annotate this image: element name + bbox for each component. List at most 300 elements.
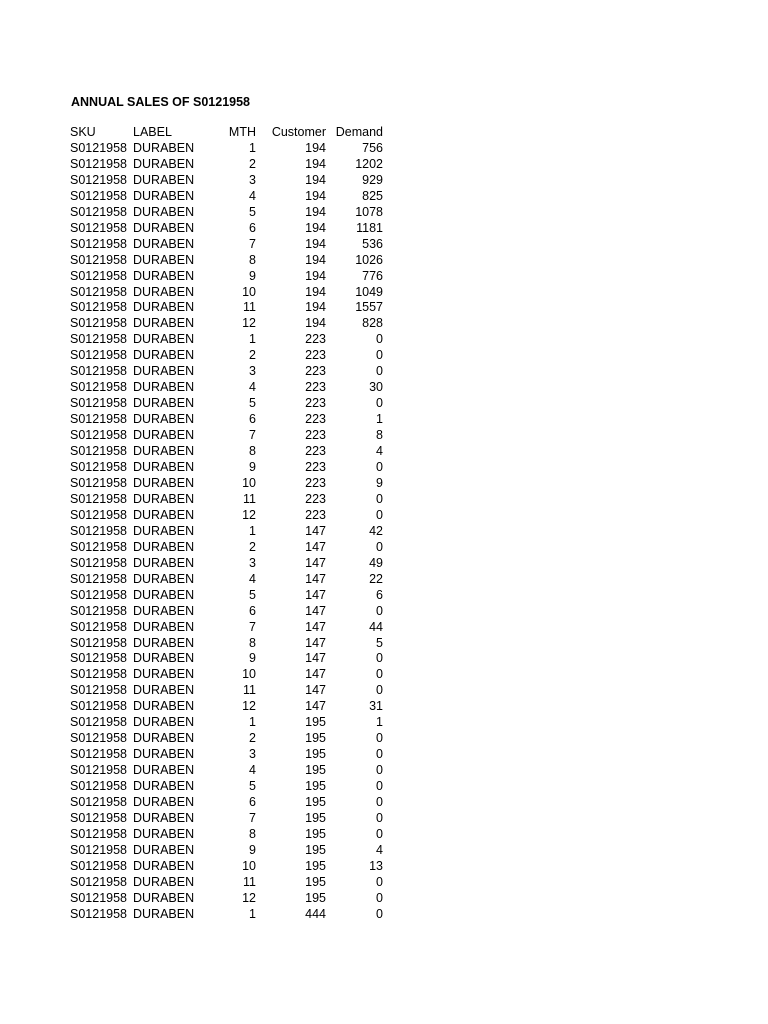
table-row	[70, 173, 383, 189]
cell-customer: 223	[305, 348, 326, 363]
cell-sku: S0121958	[70, 587, 128, 602]
cell-sku: S0121958	[70, 188, 128, 203]
cell-mth: 8	[249, 444, 256, 459]
cell-sku: S0121958	[70, 507, 128, 522]
cell-demand: 22	[369, 571, 383, 586]
cell-mth: 1	[249, 140, 256, 155]
cell-sku: S0121958	[70, 396, 128, 411]
cell-demand: 0	[376, 731, 383, 746]
table-row	[70, 428, 383, 444]
table-row	[70, 683, 383, 699]
table-row	[70, 285, 383, 301]
table-row	[70, 205, 383, 221]
cell-mth: 2	[249, 156, 256, 171]
cell-label: DURABEN	[133, 699, 195, 714]
cell-mth: 9	[249, 460, 256, 475]
table-row	[70, 269, 383, 285]
table-row	[70, 221, 383, 237]
cell-customer: 194	[305, 252, 326, 267]
cell-label: DURABEN	[133, 188, 195, 203]
cell-customer: 147	[305, 555, 326, 570]
cell-customer: 195	[305, 779, 326, 794]
cell-demand: 0	[376, 683, 383, 698]
cell-demand: 6	[376, 587, 383, 602]
cell-sku: S0121958	[70, 555, 128, 570]
cell-sku: S0121958	[70, 651, 128, 666]
cell-customer: 195	[305, 715, 326, 730]
table-row	[70, 412, 383, 428]
cell-label: DURABEN	[133, 906, 195, 921]
cell-customer: 223	[305, 460, 326, 475]
cell-label: DURABEN	[133, 428, 195, 443]
cell-mth: 11	[243, 683, 256, 698]
cell-mth: 5	[249, 587, 256, 602]
cell-demand: 8	[376, 428, 383, 443]
table-row	[70, 636, 383, 652]
cell-customer: 444	[305, 906, 326, 921]
cell-mth: 11	[243, 491, 256, 506]
cell-label: DURABEN	[133, 795, 195, 810]
cell-label: DURABEN	[133, 156, 195, 171]
table-row	[70, 141, 383, 157]
table-row	[70, 380, 383, 396]
table-row	[70, 508, 383, 524]
cell-label: DURABEN	[133, 204, 195, 219]
cell-sku: S0121958	[70, 491, 128, 506]
cell-label: DURABEN	[133, 491, 195, 506]
table-row	[70, 476, 383, 492]
cell-demand: 536	[362, 236, 383, 251]
table-row	[70, 348, 383, 364]
cell-label: DURABEN	[133, 571, 195, 586]
cell-mth: 1	[249, 332, 256, 347]
cell-sku: S0121958	[70, 683, 128, 698]
cell-mth: 2	[249, 348, 256, 363]
cell-label: DURABEN	[133, 603, 195, 618]
cell-sku: S0121958	[70, 236, 128, 251]
cell-demand: 825	[362, 188, 383, 203]
cell-mth: 1	[249, 715, 256, 730]
cell-sku: S0121958	[70, 906, 128, 921]
table-row	[70, 651, 383, 667]
document-title: ANNUAL SALES OF S0121958	[71, 95, 250, 109]
table-body	[70, 141, 383, 923]
cell-sku: S0121958	[70, 364, 128, 379]
cell-demand: 0	[376, 539, 383, 554]
cell-demand: 13	[369, 858, 383, 873]
header-demand: Demand	[335, 125, 383, 139]
cell-customer: 147	[305, 667, 326, 682]
table-row	[70, 763, 383, 779]
table-row	[70, 620, 383, 636]
table-row	[70, 444, 383, 460]
table-row	[70, 237, 383, 253]
cell-demand: 1049	[355, 284, 383, 299]
cell-customer: 223	[305, 475, 326, 490]
cell-demand: 1557	[355, 300, 383, 315]
table-row	[70, 253, 383, 269]
cell-demand: 0	[376, 667, 383, 682]
cell-label: DURABEN	[133, 332, 195, 347]
cell-sku: S0121958	[70, 763, 128, 778]
cell-demand: 1202	[355, 156, 383, 171]
cell-label: DURABEN	[133, 412, 195, 427]
header-mth: MTH	[228, 125, 256, 139]
table-row	[70, 540, 383, 556]
cell-mth: 2	[249, 731, 256, 746]
cell-customer: 223	[305, 364, 326, 379]
cell-demand: 756	[362, 140, 383, 155]
cell-mth: 4	[249, 380, 256, 395]
cell-demand: 0	[376, 747, 383, 762]
cell-label: DURABEN	[133, 826, 195, 841]
cell-mth: 5	[249, 204, 256, 219]
cell-customer: 147	[305, 699, 326, 714]
cell-demand: 0	[376, 890, 383, 905]
cell-sku: S0121958	[70, 475, 128, 490]
cell-demand: 1026	[355, 252, 383, 267]
sales-table	[70, 125, 383, 923]
cell-mth: 4	[249, 188, 256, 203]
cell-demand: 0	[376, 826, 383, 841]
cell-mth: 4	[249, 571, 256, 586]
cell-demand: 0	[376, 779, 383, 794]
cell-customer: 194	[305, 236, 326, 251]
cell-label: DURABEN	[133, 731, 195, 746]
cell-mth: 10	[242, 667, 256, 682]
cell-mth: 10	[242, 858, 256, 873]
cell-demand: 30	[369, 380, 383, 395]
cell-sku: S0121958	[70, 715, 128, 730]
table-row	[70, 747, 383, 763]
cell-label: DURABEN	[133, 747, 195, 762]
cell-sku: S0121958	[70, 826, 128, 841]
cell-demand: 9	[376, 475, 383, 490]
cell-mth: 9	[249, 268, 256, 283]
cell-customer: 195	[305, 874, 326, 889]
table-row	[70, 811, 383, 827]
cell-label: DURABEN	[133, 715, 195, 730]
cell-label: DURABEN	[133, 236, 195, 251]
cell-sku: S0121958	[70, 428, 128, 443]
cell-customer: 147	[305, 571, 326, 586]
cell-demand: 1	[376, 412, 383, 427]
table-row	[70, 460, 383, 476]
cell-sku: S0121958	[70, 890, 128, 905]
cell-demand: 1181	[356, 220, 383, 235]
cell-sku: S0121958	[70, 204, 128, 219]
cell-label: DURABEN	[133, 444, 195, 459]
cell-label: DURABEN	[133, 874, 195, 889]
cell-demand: 0	[376, 874, 383, 889]
cell-demand: 1078	[355, 204, 383, 219]
cell-demand: 0	[376, 332, 383, 347]
cell-customer: 194	[305, 204, 326, 219]
cell-label: DURABEN	[133, 635, 195, 650]
cell-customer: 147	[305, 587, 326, 602]
cell-label: DURABEN	[133, 460, 195, 475]
cell-sku: S0121958	[70, 779, 128, 794]
table-row	[70, 827, 383, 843]
cell-demand: 0	[376, 906, 383, 921]
cell-label: DURABEN	[133, 858, 195, 873]
cell-customer: 194	[305, 156, 326, 171]
cell-mth: 8	[249, 252, 256, 267]
cell-customer: 195	[305, 731, 326, 746]
cell-label: DURABEN	[133, 284, 195, 299]
cell-customer: 194	[305, 300, 326, 315]
cell-mth: 6	[249, 603, 256, 618]
cell-mth: 11	[243, 874, 256, 889]
cell-sku: S0121958	[70, 571, 128, 586]
cell-label: DURABEN	[133, 523, 195, 538]
cell-sku: S0121958	[70, 747, 128, 762]
cell-mth: 9	[249, 651, 256, 666]
cell-sku: S0121958	[70, 444, 128, 459]
cell-sku: S0121958	[70, 284, 128, 299]
cell-sku: S0121958	[70, 380, 128, 395]
table-row	[70, 524, 383, 540]
cell-customer: 147	[305, 539, 326, 554]
table-row	[70, 157, 383, 173]
cell-customer: 194	[305, 220, 326, 235]
cell-mth: 3	[249, 172, 256, 187]
cell-sku: S0121958	[70, 348, 128, 363]
cell-sku: S0121958	[70, 252, 128, 267]
cell-demand: 0	[376, 651, 383, 666]
cell-sku: S0121958	[70, 316, 128, 331]
table-row	[70, 572, 383, 588]
cell-demand: 4	[376, 444, 383, 459]
cell-mth: 7	[249, 619, 256, 634]
cell-label: DURABEN	[133, 619, 195, 634]
table-row	[70, 795, 383, 811]
cell-sku: S0121958	[70, 858, 128, 873]
cell-sku: S0121958	[70, 156, 128, 171]
cell-mth: 12	[242, 507, 256, 522]
cell-demand: 0	[376, 364, 383, 379]
cell-sku: S0121958	[70, 874, 128, 889]
cell-mth: 12	[242, 890, 256, 905]
cell-label: DURABEN	[133, 555, 195, 570]
table-row	[70, 891, 383, 907]
cell-customer: 195	[305, 890, 326, 905]
cell-customer: 195	[305, 826, 326, 841]
cell-mth: 7	[249, 428, 256, 443]
cell-sku: S0121958	[70, 460, 128, 475]
cell-demand: 929	[362, 172, 383, 187]
cell-mth: 2	[249, 539, 256, 554]
cell-customer: 223	[305, 491, 326, 506]
cell-customer: 194	[305, 316, 326, 331]
cell-demand: 828	[362, 316, 383, 331]
cell-mth: 12	[242, 699, 256, 714]
cell-mth: 1	[249, 906, 256, 921]
cell-demand: 31	[369, 699, 383, 714]
cell-demand: 0	[376, 507, 383, 522]
cell-customer: 194	[305, 268, 326, 283]
cell-mth: 1	[249, 523, 256, 538]
table-row	[70, 604, 383, 620]
cell-demand: 0	[376, 795, 383, 810]
cell-sku: S0121958	[70, 842, 128, 857]
cell-demand: 0	[376, 810, 383, 825]
cell-label: DURABEN	[133, 779, 195, 794]
table-row	[70, 907, 383, 923]
cell-label: DURABEN	[133, 172, 195, 187]
cell-demand: 0	[376, 348, 383, 363]
cell-demand: 1	[376, 715, 383, 730]
cell-sku: S0121958	[70, 635, 128, 650]
cell-demand: 4	[376, 842, 383, 857]
table-row	[70, 779, 383, 795]
table-row	[70, 859, 383, 875]
cell-label: DURABEN	[133, 683, 195, 698]
cell-demand: 0	[376, 491, 383, 506]
cell-label: DURABEN	[133, 651, 195, 666]
cell-customer: 147	[305, 619, 326, 634]
cell-customer: 223	[305, 507, 326, 522]
cell-customer: 194	[305, 284, 326, 299]
cell-customer: 195	[305, 795, 326, 810]
cell-label: DURABEN	[133, 475, 195, 490]
cell-label: DURABEN	[133, 507, 195, 522]
table-row	[70, 556, 383, 572]
table-row	[70, 364, 383, 380]
cell-sku: S0121958	[70, 332, 128, 347]
table-row	[70, 316, 383, 332]
cell-mth: 7	[249, 236, 256, 251]
table-row	[70, 300, 383, 316]
cell-customer: 194	[305, 172, 326, 187]
header-row	[70, 125, 383, 141]
cell-demand: 0	[376, 763, 383, 778]
cell-sku: S0121958	[70, 523, 128, 538]
cell-mth: 7	[249, 810, 256, 825]
cell-label: DURABEN	[133, 587, 195, 602]
cell-sku: S0121958	[70, 220, 128, 235]
cell-customer: 147	[305, 523, 326, 538]
cell-mth: 9	[249, 842, 256, 857]
cell-sku: S0121958	[70, 539, 128, 554]
cell-sku: S0121958	[70, 268, 128, 283]
table-row	[70, 492, 383, 508]
table-row	[70, 715, 383, 731]
cell-customer: 147	[305, 651, 326, 666]
cell-customer: 223	[305, 444, 326, 459]
cell-sku: S0121958	[70, 667, 128, 682]
cell-sku: S0121958	[70, 412, 128, 427]
cell-label: DURABEN	[133, 364, 195, 379]
cell-label: DURABEN	[133, 763, 195, 778]
cell-sku: S0121958	[70, 300, 128, 315]
cell-sku: S0121958	[70, 619, 128, 634]
cell-mth: 8	[249, 635, 256, 650]
cell-label: DURABEN	[133, 300, 195, 315]
cell-sku: S0121958	[70, 810, 128, 825]
cell-demand: 42	[369, 523, 383, 538]
cell-customer: 195	[305, 810, 326, 825]
cell-customer: 195	[305, 858, 326, 873]
table-row	[70, 667, 383, 683]
cell-mth: 3	[249, 364, 256, 379]
cell-label: DURABEN	[133, 316, 195, 331]
cell-mth: 6	[249, 795, 256, 810]
cell-customer: 147	[305, 683, 326, 698]
cell-label: DURABEN	[133, 380, 195, 395]
cell-sku: S0121958	[70, 140, 128, 155]
cell-customer: 223	[305, 332, 326, 347]
cell-mth: 3	[249, 747, 256, 762]
table-row	[70, 332, 383, 348]
cell-label: DURABEN	[133, 890, 195, 905]
cell-mth: 6	[249, 220, 256, 235]
cell-demand: 0	[376, 396, 383, 411]
cell-mth: 11	[243, 300, 256, 315]
cell-mth: 3	[249, 555, 256, 570]
cell-sku: S0121958	[70, 731, 128, 746]
cell-mth: 10	[242, 284, 256, 299]
header-sku: SKU	[70, 125, 96, 139]
table-header	[70, 125, 383, 141]
cell-customer: 147	[305, 603, 326, 618]
cell-demand: 0	[376, 603, 383, 618]
cell-sku: S0121958	[70, 699, 128, 714]
cell-customer: 194	[305, 140, 326, 155]
table-row	[70, 843, 383, 859]
table-row	[70, 875, 383, 891]
cell-sku: S0121958	[70, 172, 128, 187]
table-row	[70, 699, 383, 715]
cell-label: DURABEN	[133, 140, 195, 155]
cell-sku: S0121958	[70, 795, 128, 810]
cell-label: DURABEN	[133, 842, 195, 857]
table-row	[70, 731, 383, 747]
cell-demand: 5	[376, 635, 383, 650]
cell-mth: 12	[242, 316, 256, 331]
table-row	[70, 588, 383, 604]
table-row	[70, 189, 383, 205]
table-row	[70, 396, 383, 412]
cell-mth: 4	[249, 763, 256, 778]
cell-mth: 6	[249, 412, 256, 427]
cell-customer: 194	[305, 188, 326, 203]
cell-mth: 5	[249, 396, 256, 411]
cell-label: DURABEN	[133, 348, 195, 363]
cell-label: DURABEN	[133, 539, 195, 554]
cell-label: DURABEN	[133, 396, 195, 411]
cell-customer: 195	[305, 747, 326, 762]
cell-label: DURABEN	[133, 252, 195, 267]
cell-demand: 44	[369, 619, 383, 634]
cell-mth: 5	[249, 779, 256, 794]
cell-customer: 223	[305, 412, 326, 427]
cell-mth: 8	[249, 826, 256, 841]
cell-customer: 223	[305, 380, 326, 395]
cell-label: DURABEN	[133, 810, 195, 825]
cell-customer: 195	[305, 763, 326, 778]
cell-label: DURABEN	[133, 667, 195, 682]
cell-customer: 223	[305, 428, 326, 443]
cell-customer: 223	[305, 396, 326, 411]
cell-customer: 195	[305, 842, 326, 857]
cell-demand: 776	[362, 268, 383, 283]
cell-customer: 147	[305, 635, 326, 650]
cell-label: DURABEN	[133, 268, 195, 283]
header-label: LABEL	[133, 125, 172, 139]
cell-demand: 49	[369, 555, 383, 570]
cell-demand: 0	[376, 460, 383, 475]
